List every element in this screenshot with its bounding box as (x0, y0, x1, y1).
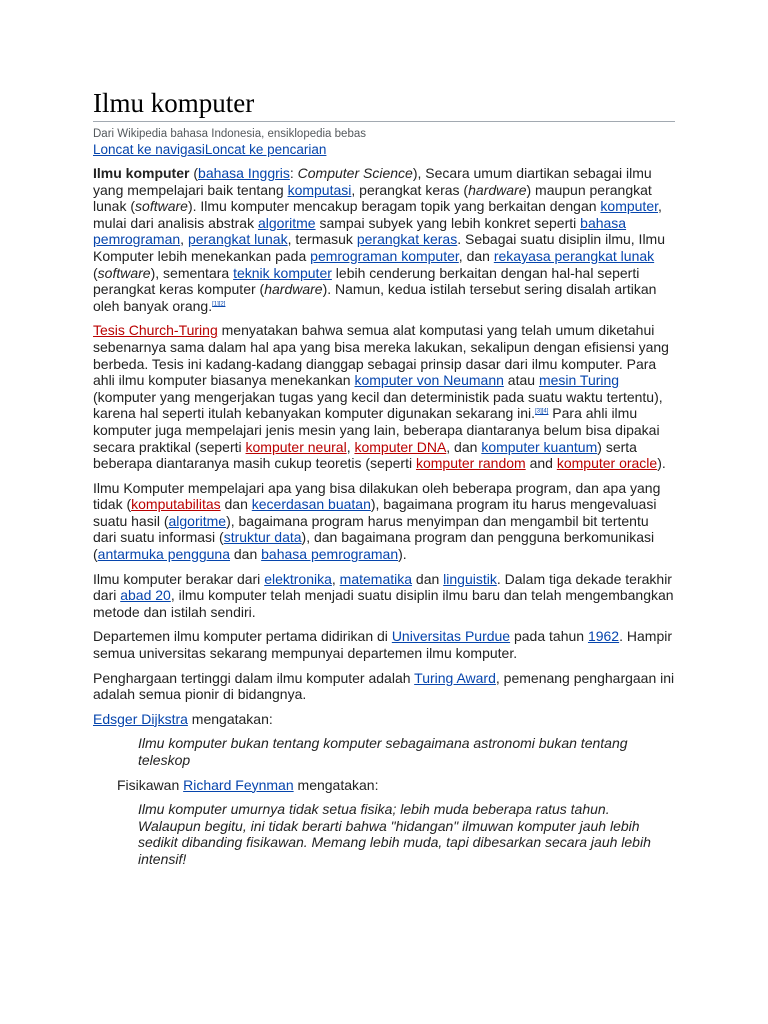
link-tesis-church-turing[interactable]: Tesis Church-Turing (93, 322, 218, 339)
link-algoritme[interactable]: algoritme (257, 214, 316, 231)
link-komputer-random[interactable]: komputer random (415, 455, 526, 472)
link-algoritme[interactable]: algoritme (168, 512, 227, 529)
link-matematika[interactable]: matematika (339, 570, 413, 587)
link-komputer[interactable]: komputer (600, 198, 658, 215)
jump-links (93, 142, 675, 158)
link-komputer-dna[interactable]: komputer DNA (354, 438, 447, 455)
link-linguistik[interactable]: linguistik (443, 570, 497, 587)
paragraph-intro: Ilmu komputer (bahasa Inggris: Computer Science), Secara umum diartikan sebagai ilmu yang mempelajari baik tentang komputasi, perangkat keras (hardware) maupun perangkat lunak (software). Ilmu komputer mencakup beragam topik yang berkaitan dengan komputer, mulai dari analisis abstrak algoritme sampai subyek yang lebih konkret seperti bahasa pemrograman, perangkat lunak, termasuk perangkat keras. Sebagai suatu disiplin ilmu, Ilmu Komputer lebih menekankan pada pemrograman komputer, dan rekayasa perangkat lunak (software), sementara teknik komputer lebih cenderung berkaitan dengan hal-hal seperti perangkat keras komputer (hardware). Namun, kedua istilah tersebut sering disalah artikan oleh banyak orang.[1][2] (93, 165, 666, 314)
link-komputer-kuantum[interactable]: komputer kuantum (481, 438, 598, 455)
link-kecerdasan-buatan[interactable]: kecerdasan buatan (251, 496, 371, 513)
link-rekayasa-perangkat-lunak[interactable]: rekayasa perangkat lunak (493, 247, 655, 264)
quote-dijkstra: Ilmu komputer bukan tentang komputer sebagaimana astronomi bukan tentang teleskop (138, 735, 628, 768)
link-perangkat-lunak[interactable]: perangkat lunak (187, 231, 288, 248)
link-perangkat-keras[interactable]: perangkat keras (356, 231, 458, 248)
link-komputer-von-neumann[interactable]: komputer von Neumann (354, 372, 504, 389)
link-abad-20[interactable]: abad 20 (120, 587, 171, 604)
link-richard-feynman[interactable]: Richard Feynman (183, 776, 294, 793)
paragraph-award: Penghargaan tertinggi dalam ilmu komputer adalah Turing Award, pemenang penghargaan ini adalah semua pionir di bidangnya. (93, 669, 675, 703)
link-bahasa-pemrograman[interactable]: bahasa pemrograman (93, 214, 627, 248)
link-komputer-neural[interactable]: komputer neural (245, 438, 347, 455)
term-bold: Ilmu komputer (93, 165, 190, 181)
site-tagline: Dari Wikipedia bahasa Indonesia, ensiklopedia bebas (93, 128, 366, 140)
link-struktur-data[interactable]: struktur data (223, 529, 302, 546)
paragraph-roots: Ilmu komputer berakar dari elektronika, matematika dan linguistik. Dalam tiga dekade terakhir dari abad 20, ilmu komputer telah menjadi suatu disiplin ilmu baru dan telah mengembangkan metode dan istilah sendiri. (93, 570, 674, 620)
link-bahasa-inggris[interactable]: bahasa Inggris (198, 165, 290, 181)
reference-marker[interactable]: [1][2] (212, 301, 226, 308)
link-komputer-oracle[interactable]: komputer oracle (556, 455, 658, 472)
paragraph-feynman: Fisikawan Richard Feynman mengatakan: (117, 776, 379, 793)
article-content (93, 88, 675, 876)
paragraph-church-turing: Tesis Church-Turing menyatakan bahwa semua alat komputasi yang telah umum diketahui sebenarnya sama dalam hal apa yang bisa mereka lakukan, sekalipun dengan efisiensi yang berbeda. Tesis ini kadang-kadang dianggap sebagai prinsip dasar dari ilmu komputer. Para ahli ilmu komputer biasanya menekankan komputer von Neumann atau mesin Turing (komputer yang mengerjakan tugas yang kecil dan deterministik pada suatu waktu tertentu), karena hal seperti itulah kebanyakan komputer digunakan sekarang ini.[3][4] Para ahli ilmu komputer juga mempelajari jenis mesin yang lain, beberapa diantaranya belum bisa dipakai secara praktikal (seperti komputer neural, komputer DNA, dan komputer kuantum) serta beberapa diantaranya masih cukup teoretis (seperti komputer random and komputer oracle). (93, 322, 669, 472)
link-universitas-purdue[interactable]: Universitas Purdue (391, 628, 511, 645)
jump-to-navigation-link[interactable]: Loncat ke navigasi (93, 142, 205, 157)
link-komputasi[interactable]: komputasi (287, 181, 352, 198)
link-mesin-turing[interactable]: mesin Turing (538, 372, 620, 389)
jump-to-search-link[interactable]: Loncat ke pencarian (204, 142, 327, 157)
page-title: Ilmu komputer (93, 88, 675, 122)
quote-feynman: Ilmu komputer umurnya tidak setua fisika; lebih muda beberapa ratus tahun. Walaupun begitu, ini tidak berarti bahwa "hidangan" ilmuwan komputer jauh lebih sedikit dibanding fisikawan. Memang lebih muda, tapi dibesarkan secara jauh lebih intensif! (138, 801, 651, 867)
link-1962[interactable]: 1962 (587, 628, 620, 645)
link-elektronika[interactable]: elektronika (264, 570, 332, 587)
paragraph-departments: Departemen ilmu komputer pertama didirikan di Universitas Purdue pada tahun 1962. Hampir semua universitas sekarang mempunyai departemen ilmu komputer. (93, 628, 673, 662)
link-komputabilitas[interactable]: komputabilitas (131, 496, 221, 513)
reference-marker[interactable]: [3][4] (535, 408, 549, 415)
link-pemrograman-komputer[interactable]: pemrograman komputer (310, 247, 459, 264)
paragraph-dijkstra: Edsger Dijkstra mengatakan: (93, 710, 273, 727)
link-teknik-komputer[interactable]: teknik komputer (233, 264, 332, 281)
link-turing-award[interactable]: Turing Award (414, 669, 496, 686)
paragraph-program-study: Ilmu Komputer mempelajari apa yang bisa dilakukan oleh beberapa program, dan apa yang tidak (komputabilitas dan kecerdasan buatan), bagaimana program itu harus mengevaluasi suatu hasil (algoritme), bagaimana program harus menyimpan dan mengambil bit tertentu dari suatu informasi (struktur data), dan bagaimana program dan pengguna berkomunikasi (antarmuka pengguna dan bahasa pemrograman). (93, 479, 661, 563)
link-bahasa-pemrograman[interactable]: bahasa pemrograman (261, 546, 399, 563)
link-antarmuka-pengguna[interactable]: antarmuka pengguna (97, 546, 230, 563)
link-edsger-dijkstra[interactable]: Edsger Dijkstra (93, 710, 188, 727)
